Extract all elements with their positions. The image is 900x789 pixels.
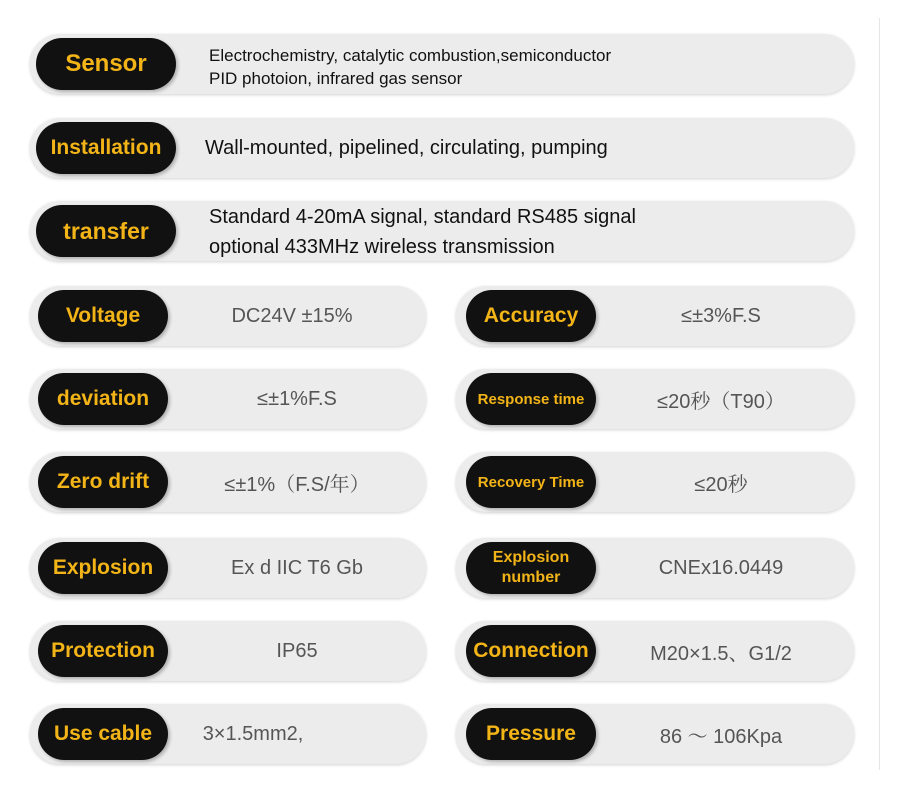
value-transfer	[209, 202, 636, 262]
value-explosion-number: CNEx16.0449	[658, 556, 784, 579]
label-transfer: transfer	[36, 205, 176, 257]
label-explosion: Explosion	[38, 542, 168, 594]
value-line: PID photoion, infrared gas sensor	[209, 69, 463, 88]
label-connection: Connection	[466, 625, 596, 677]
label-sensor: Sensor	[36, 38, 176, 90]
value-protection: IP65	[276, 639, 318, 662]
label-voltage: Voltage	[38, 290, 168, 342]
value-sensor	[209, 44, 611, 90]
label-installation: Installation	[36, 122, 176, 174]
label-zero-drift: Zero drift	[38, 456, 168, 508]
label-recovery-time: Recovery Time	[466, 456, 596, 508]
value-line: Electrochemistry, catalytic combustion,semiconductor	[209, 46, 612, 65]
value-explosion: Ex d IIC T6 Gb	[231, 556, 363, 579]
value-voltage: DC24V ±15%	[231, 304, 353, 327]
label-response-time: Response time	[466, 373, 596, 425]
label-use-cable: Use cable	[38, 708, 168, 760]
value-line: Standard 4-20mA signal, standard RS485 signal	[209, 206, 636, 228]
label-explosion-number: Explosion number	[466, 542, 596, 594]
label-accuracy: Accuracy	[466, 290, 596, 342]
value-line: optional 433MHz wireless transmission	[209, 236, 555, 258]
value-line: Wall-mounted, pipelined, circulating, pumping	[205, 137, 608, 159]
value-connection: M20×1.5、G1/2	[650, 642, 792, 665]
value-response-time: ≤20秒（T90）	[657, 390, 785, 413]
value-deviation: ≤±1%F.S	[257, 387, 337, 410]
value-recovery-time: ≤20秒	[694, 473, 748, 496]
divider	[879, 18, 880, 770]
label-pressure: Pressure	[466, 708, 596, 760]
value-pressure: 86 ～ 106Kpa	[659, 725, 783, 748]
label-protection: Protection	[38, 625, 168, 677]
value-installation	[205, 133, 608, 163]
value-accuracy: ≤±3%F.S	[681, 304, 761, 327]
value-zero-drift: ≤±1%（F.S/年）	[224, 473, 370, 496]
label-deviation: deviation	[38, 373, 168, 425]
value-use-cable: 3×1.5mm2,	[202, 722, 304, 745]
